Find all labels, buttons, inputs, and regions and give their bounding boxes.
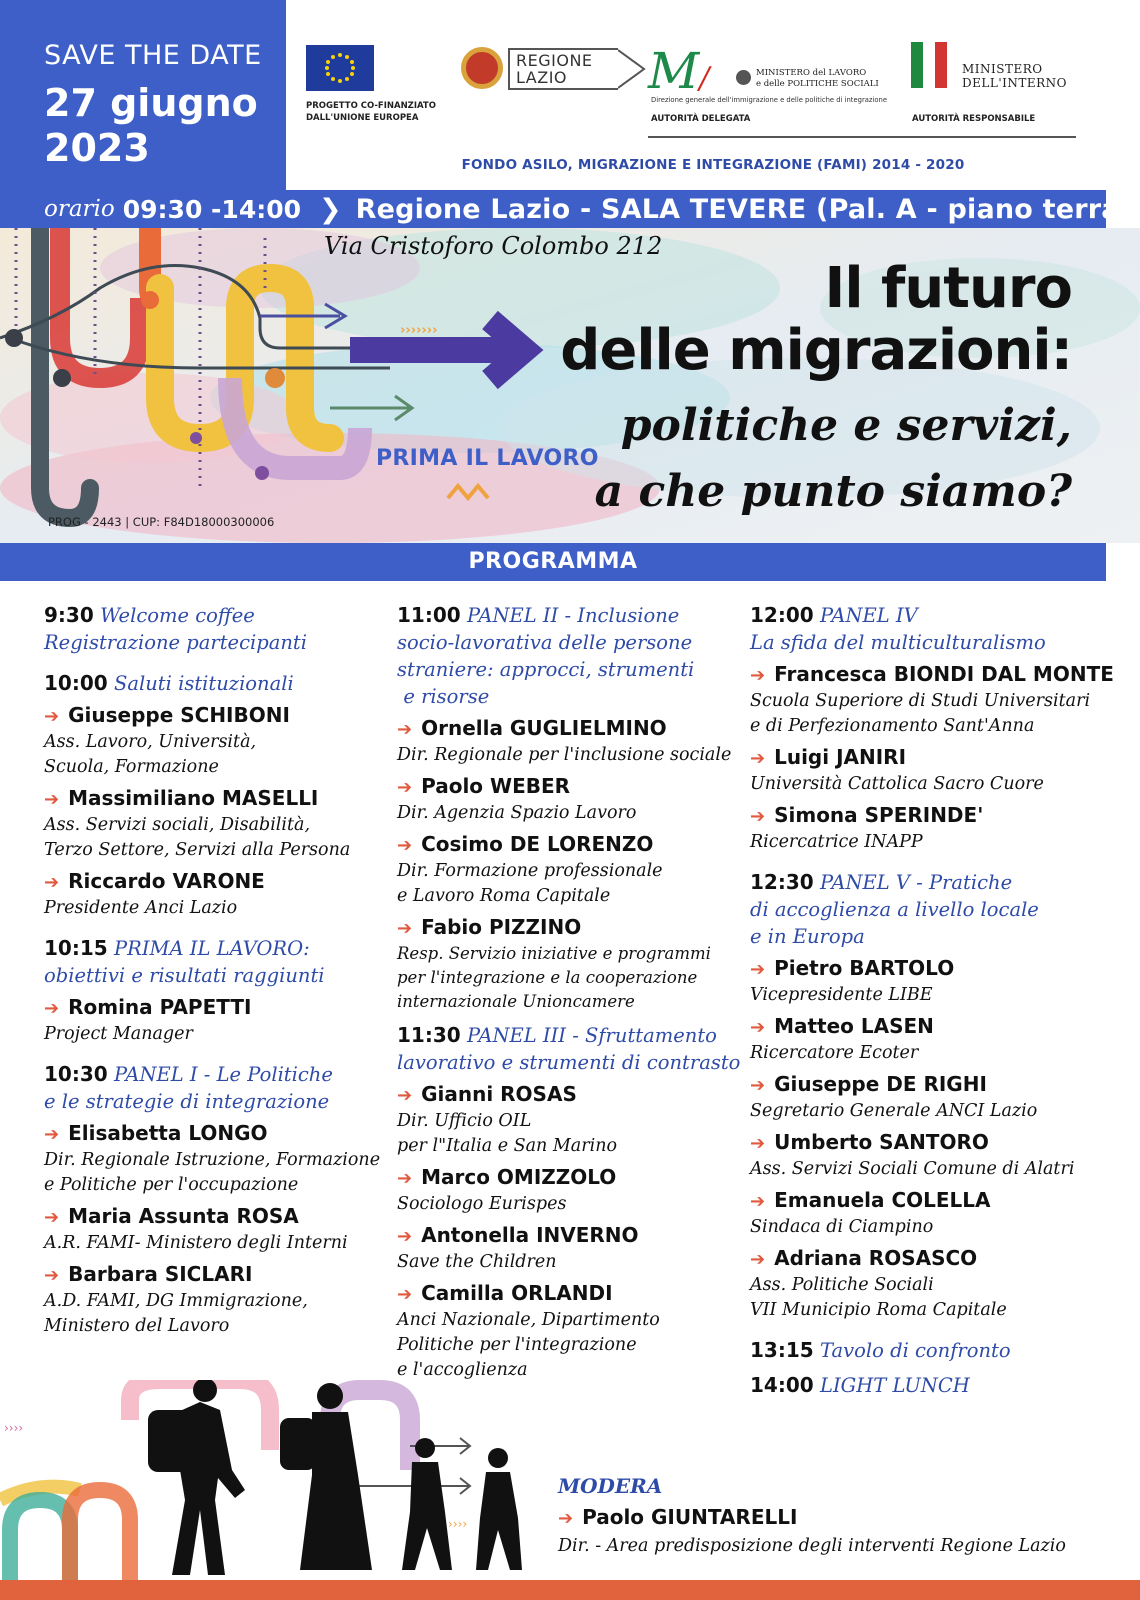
speaker-role: Scuola, Formazione <box>44 757 219 777</box>
event-title-line1: Il futuro <box>824 256 1072 321</box>
speaker <box>397 1222 747 1275</box>
speaker-role: Ass. Lavoro, Università, <box>44 732 257 752</box>
speaker-role: Save the Children <box>397 1252 557 1272</box>
speaker-name: Umberto SANTORO <box>774 1130 989 1154</box>
slot-title: PRIMA IL LAVORO: <box>114 937 310 960</box>
moderator-block <box>558 1472 1118 1558</box>
venue-bar <box>0 190 1133 228</box>
program-slot <box>44 1061 394 1339</box>
speaker-name: Emanuela COLELLA <box>774 1188 991 1212</box>
arrow-right-icon: ➔ <box>750 1191 766 1212</box>
speaker <box>44 1203 394 1256</box>
program-slot <box>397 602 747 1014</box>
speaker <box>397 831 747 909</box>
slot-time: 11:00 <box>397 603 461 627</box>
moderator-label: MODERA <box>558 1474 663 1498</box>
ministero-interno-line2: DELL'INTERNO <box>962 76 1067 90</box>
speaker-role: Project Manager <box>44 1024 193 1044</box>
eu-caption-line2: DALL'UNIONE EUROPEA <box>306 113 419 123</box>
speaker <box>750 744 1100 797</box>
arrow-right-icon: ➔ <box>44 872 60 893</box>
arrow-right-icon: ➔ <box>750 806 766 827</box>
eu-caption-line1: PROGETTO CO-FINANZIATO <box>306 101 436 111</box>
slot-time: 10:00 <box>44 671 108 695</box>
autorita-delegata: AUTORITÀ DELEGATA <box>651 114 751 124</box>
programma-header: PROGRAMMA <box>0 543 1106 581</box>
speaker-name: Camilla ORLANDI <box>421 1281 613 1305</box>
speaker-role: Politiche per l'integrazione <box>397 1335 637 1355</box>
slot-title: socio-lavorativa delle persone <box>397 631 693 654</box>
speaker <box>44 994 394 1047</box>
arrow-right-icon: ➔ <box>397 1284 413 1305</box>
slot-title: Registrazione partecipanti <box>44 631 307 654</box>
venue-address: Via Cristoforo Colombo 212 <box>324 232 663 260</box>
program-column-2 <box>397 602 747 1383</box>
italian-emblem-icon <box>736 70 751 85</box>
slot-title: obiettivi e risultati raggiunti <box>44 964 325 987</box>
slot-time: 10:30 <box>44 1062 108 1086</box>
event-date-year: 2023 <box>44 126 150 170</box>
speaker-role: Ricercatrice INAPP <box>750 832 923 852</box>
speaker-name: Elisabetta LONGO <box>68 1121 268 1145</box>
orario-label: orario <box>44 196 115 222</box>
speaker-role: VII Municipio Roma Capitale <box>750 1300 1007 1320</box>
speaker <box>44 1120 394 1198</box>
speaker-role: Vicepresidente LIBE <box>750 985 933 1005</box>
moderator-role: Dir. - Area predisposizione degli interventi Regione Lazio <box>558 1536 1066 1556</box>
speaker <box>397 1280 747 1383</box>
speaker-role: per l'integrazione e la cooperazione <box>397 968 698 987</box>
autorita-responsabile: AUTORITÀ RESPONSABILE <box>912 114 1036 124</box>
save-the-date-box <box>0 0 286 200</box>
speaker-role: Dir. Formazione professionale <box>397 861 663 881</box>
slot-title: di accoglienza a livello locale <box>750 898 1039 921</box>
speaker-role: Dir. Regionale Istruzione, Formazione <box>44 1150 381 1170</box>
speaker-role: Scuola Superiore di Studi Universitari <box>750 691 1091 711</box>
slot-time: 12:00 <box>750 603 814 627</box>
arrow-right-icon: ➔ <box>397 835 413 856</box>
speaker-role: Ass. Politiche Sociali <box>750 1275 934 1295</box>
fami-fund-title: FONDO ASILO, MIGRAZIONE E INTEGRAZIONE (FAMI) 2014 - 2020 <box>461 157 965 173</box>
speaker-name: Adriana ROSASCO <box>774 1246 978 1270</box>
speaker <box>750 1013 1100 1066</box>
speaker-role: Ass. Servizi Sociali Comune di Alatri <box>750 1159 1075 1179</box>
regione-lazio-line1: REGIONE <box>516 51 593 70</box>
arrow-right-icon: ➔ <box>750 959 766 980</box>
speaker <box>44 785 394 863</box>
slot-time: 11:30 <box>397 1023 461 1047</box>
slot-title: e in Europa <box>750 925 865 948</box>
speaker <box>397 1164 747 1217</box>
speaker-name: Antonella INVERNO <box>421 1223 639 1247</box>
speaker-role: Segretario Generale ANCI Lazio <box>750 1101 1038 1121</box>
eu-flag-icon <box>306 45 374 91</box>
program-slot <box>44 602 394 656</box>
event-date-day: 27 giugno <box>44 81 258 125</box>
speaker-role: Presidente Anci Lazio <box>44 898 238 918</box>
speaker-role: Resp. Servizio iniziative e programmi <box>397 944 711 963</box>
speaker <box>44 702 394 780</box>
slot-title: e risorse <box>403 685 490 708</box>
arrow-right-icon: ➔ <box>397 719 413 740</box>
svg-text:››››: ›››› <box>4 1421 24 1435</box>
speaker-role: Dir. Regionale per l'inclusione sociale <box>397 745 732 765</box>
venue-name: Regione Lazio - SALA TEVERE (Pal. A - piano terra) <box>355 193 1133 225</box>
program-slot <box>44 670 394 921</box>
program-column-1 <box>44 602 394 1339</box>
speaker-name: Giuseppe SCHIBONI <box>68 703 290 727</box>
ministero-lavoro-line2: e delle POLITICHE SOCIALI <box>756 79 879 89</box>
slot-title: straniere: approcci, strumenti <box>397 658 695 681</box>
speaker <box>397 773 747 826</box>
hero-banner <box>0 228 1140 543</box>
ministero-lavoro-line1: MINISTERO del LAVORO <box>756 68 867 78</box>
slot-title: lavorativo e strumenti di contrasto <box>397 1051 741 1074</box>
arrow-right-icon: ➔ <box>397 1168 413 1189</box>
speaker <box>750 661 1114 739</box>
speaker <box>44 868 394 921</box>
arrow-right-icon: ➔ <box>44 998 60 1019</box>
speaker-role: e Lavoro Roma Capitale <box>397 886 611 906</box>
event-time: 09:30 -14:00 <box>122 194 302 224</box>
speaker-role: Sociologo Eurispes <box>397 1194 567 1214</box>
speaker <box>750 1071 1100 1124</box>
speaker-role: Ministero del Lavoro <box>44 1316 230 1336</box>
slot-time: 9:30 <box>44 603 94 627</box>
event-subtitle-line2: a che punto siamo? <box>594 466 1072 517</box>
chevron-right-icon: ❯ <box>319 193 342 225</box>
arrow-right-icon: ➔ <box>558 1508 574 1529</box>
speaker-name: Ornella GUGLIELMINO <box>421 716 667 740</box>
speaker-role: e l'accoglienza <box>397 1360 528 1380</box>
slot-time: 10:15 <box>44 936 108 960</box>
program-slot <box>397 1022 747 1383</box>
speaker-name: Marco OMIZZOLO <box>421 1165 617 1189</box>
migrants-silhouette-illustration-icon <box>0 1380 560 1580</box>
speaker-name: Paolo WEBER <box>421 774 571 798</box>
arrow-right-icon: ➔ <box>750 748 766 769</box>
speaker-name: Luigi JANIRI <box>774 745 907 769</box>
speaker <box>750 955 1100 1008</box>
program-slot <box>750 1337 1100 1364</box>
speaker <box>750 802 1100 855</box>
speaker-role: Sindaca di Ciampino <box>750 1217 934 1237</box>
arrow-right-icon: ➔ <box>397 1085 413 1106</box>
arrow-right-icon: ➔ <box>44 1207 60 1228</box>
slot-title: PANEL IV <box>820 604 918 627</box>
program-slot <box>44 935 394 1047</box>
speaker <box>750 1245 1100 1323</box>
slot-title: e le strategie di integrazione <box>44 1090 330 1113</box>
arrow-right-icon: ➔ <box>44 706 60 727</box>
speaker-name: Riccardo VARONE <box>68 869 265 893</box>
slot-title: LIGHT LUNCH <box>820 1374 970 1397</box>
footer-bar <box>0 1580 1140 1600</box>
save-the-date-label: SAVE THE DATE <box>44 40 262 71</box>
regione-lazio-emblem-icon <box>461 47 503 89</box>
event-title-line2: delle migrazioni: <box>560 318 1072 383</box>
program-column-3 <box>750 602 1114 1399</box>
program-slot <box>750 602 1114 855</box>
speaker <box>397 914 747 1014</box>
ministero-lavoro-logo-icon: M/ <box>648 42 710 100</box>
prima-il-lavoro-label: PRIMA IL LAVORO <box>376 446 599 471</box>
regione-lazio-logo <box>508 48 618 90</box>
speaker-role: Ricercatore Ecoter <box>750 1043 919 1063</box>
speaker-role: Università Cattolica Sacro Cuore <box>750 774 1044 794</box>
slot-time: 12:30 <box>750 870 814 894</box>
italian-flag-icon <box>911 42 951 88</box>
speaker-name: Barbara SICLARI <box>68 1262 253 1286</box>
arrow-right-icon: ➔ <box>44 1124 60 1145</box>
program-slot <box>750 869 1100 1323</box>
ministero-lavoro-direzione: Direzione generale dell'immigrazione e delle politiche di integrazione <box>651 96 888 104</box>
slot-title: PANEL III - Sfruttamento <box>467 1024 717 1047</box>
speaker-name: Romina PAPETTI <box>68 995 252 1019</box>
speaker <box>750 1129 1100 1182</box>
ministero-interno-line1: MINISTERO <box>962 62 1043 76</box>
slot-title: PANEL I - Le Politiche <box>114 1063 333 1086</box>
speaker-role: A.R. FAMI- Ministero degli Interni <box>44 1233 348 1253</box>
arrow-right-icon: ➔ <box>44 789 60 810</box>
slot-title: Saluti istituzionali <box>114 672 294 695</box>
svg-text:››››: ›››› <box>448 1517 468 1531</box>
speaker-role: Ass. Servizi sociali, Disabilità, <box>44 815 311 835</box>
arrow-right-icon: ➔ <box>750 1133 766 1154</box>
speaker-name: Fabio PIZZINO <box>421 915 582 939</box>
slot-time: 14:00 <box>750 1373 814 1397</box>
speaker-name: Simona SPERINDE' <box>774 803 984 827</box>
speaker-role: A.D. FAMI, DG Immigrazione, <box>44 1291 308 1311</box>
partner-logos <box>286 0 1140 190</box>
speaker <box>397 715 747 768</box>
speaker-role: Dir. Ufficio OIL <box>397 1111 532 1131</box>
speaker-name: Pietro BARTOLO <box>774 956 955 980</box>
speaker-name: Maria Assunta ROSA <box>68 1204 299 1228</box>
speaker-role: Anci Nazionale, Dipartimento <box>397 1310 660 1330</box>
svg-text:›››››››: ››››››› <box>400 323 438 338</box>
slot-title: PANEL II - Inclusione <box>467 604 680 627</box>
arrow-right-icon: ➔ <box>44 1265 60 1286</box>
moderator-name: Paolo GIUNTARELLI <box>582 1505 798 1529</box>
project-code: PROG - 2443 | CUP: F84D18000300006 <box>48 515 275 529</box>
arrow-right-icon: ➔ <box>397 1226 413 1247</box>
arrow-right-icon: ➔ <box>750 1017 766 1038</box>
speaker <box>44 1261 394 1339</box>
speaker <box>750 1187 1100 1240</box>
event-subtitle-line1: politiche e servizi, <box>620 400 1072 451</box>
speaker-role: per l"Italia e San Marino <box>397 1136 617 1156</box>
speaker-role: e Politiche per l'occupazione <box>44 1175 299 1195</box>
arrow-right-icon: ➔ <box>397 777 413 798</box>
speaker-name: Gianni ROSAS <box>421 1082 577 1106</box>
logo-divider <box>648 136 1076 138</box>
speaker <box>397 1081 747 1159</box>
speaker-name: Giuseppe DE RIGHI <box>774 1072 987 1096</box>
arrow-right-icon: ➔ <box>750 1075 766 1096</box>
speaker-name: Cosimo DE LORENZO <box>421 832 654 856</box>
arrow-right-icon: ➔ <box>397 918 413 939</box>
slot-title: Tavolo di confronto <box>820 1339 1011 1362</box>
slot-title: Welcome coffee <box>100 604 255 627</box>
speaker-role: Terzo Settore, Servizi alla Persona <box>44 840 351 860</box>
eu-caption <box>306 100 436 124</box>
slot-title: La sfida del multiculturalismo <box>750 631 1046 654</box>
slot-title: PANEL V - Pratiche <box>820 871 1013 894</box>
regione-lazio-chevron-icon <box>618 48 646 90</box>
speaker-name: Massimiliano MASELLI <box>68 786 319 810</box>
ministero-interno-name <box>962 62 1067 90</box>
speaker-name: Francesca BIONDI DAL MONTE <box>774 662 1114 686</box>
speaker-name: Matteo LASEN <box>774 1014 934 1038</box>
arrow-right-icon: ➔ <box>750 665 766 686</box>
speaker-role: internazionale Unioncamere <box>397 992 635 1011</box>
speaker-role: Dir. Agenzia Spazio Lavoro <box>397 803 637 823</box>
speaker-role: e di Perfezionamento Sant'Anna <box>750 716 1035 736</box>
arrow-right-icon: ➔ <box>750 1249 766 1270</box>
ministero-lavoro-name <box>756 68 879 90</box>
slot-time: 13:15 <box>750 1338 814 1362</box>
program-slot <box>750 1372 1100 1399</box>
regione-lazio-line2: LAZIO <box>516 68 567 87</box>
